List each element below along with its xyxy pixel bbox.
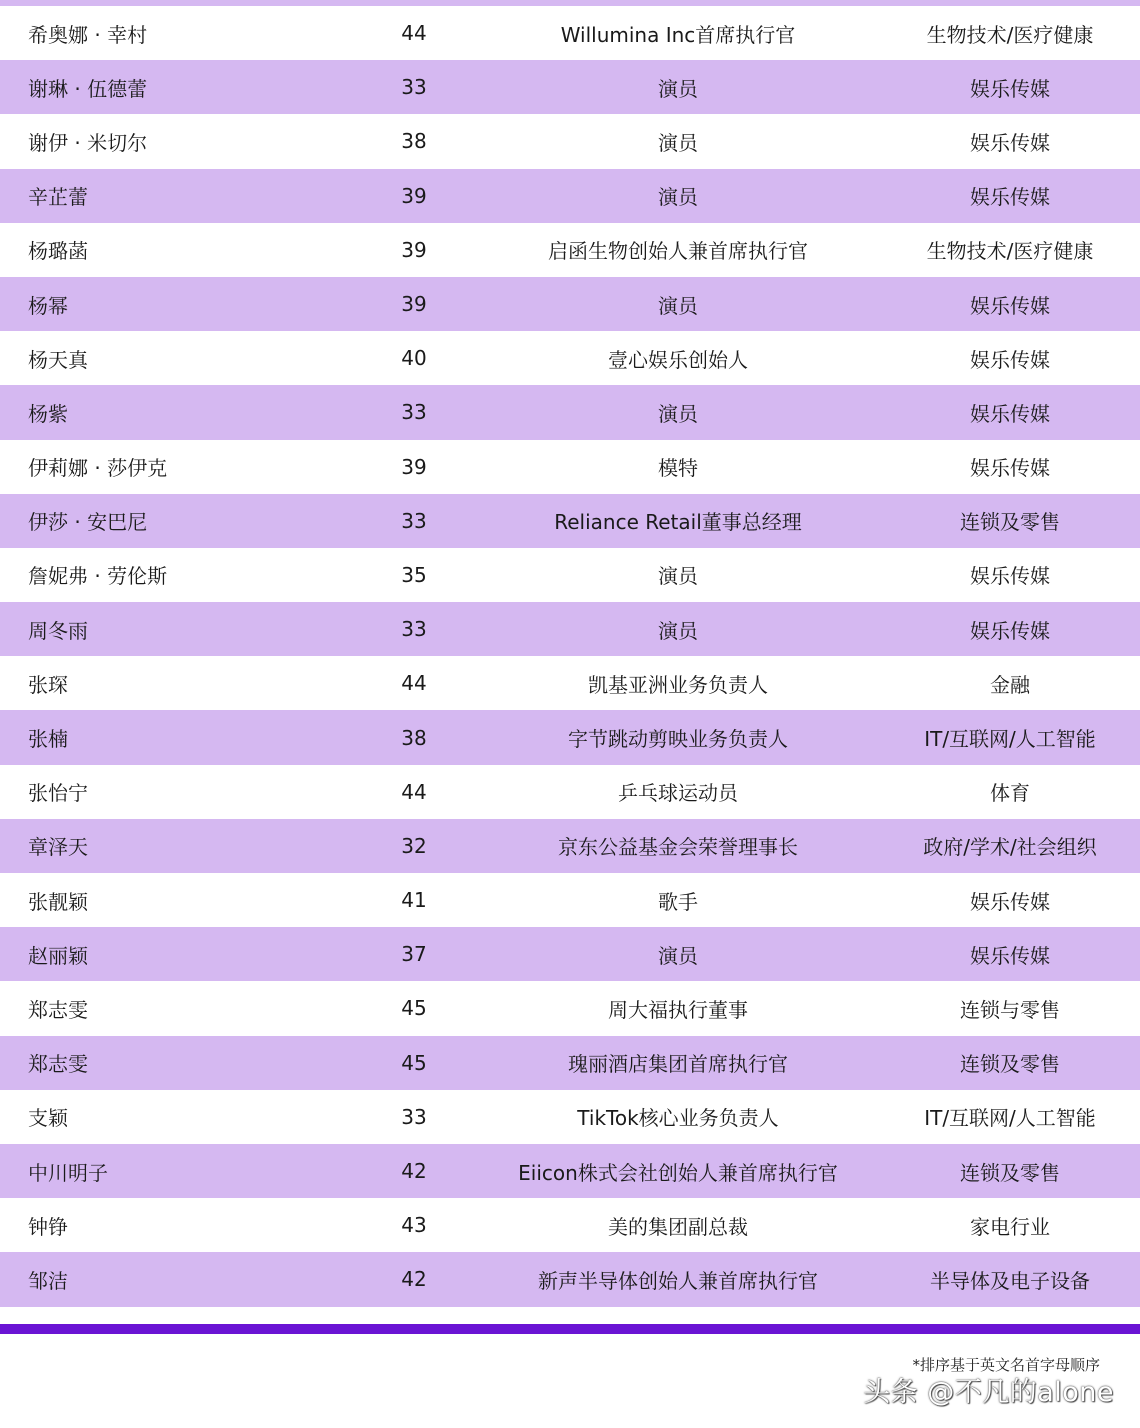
industry-cell: 娱乐传媒 bbox=[970, 564, 1050, 589]
name-cell: 邹洁 bbox=[28, 1268, 68, 1293]
title-cell: Willumina Inc首席执行官 bbox=[560, 22, 796, 47]
table-row bbox=[0, 819, 1140, 873]
table-row bbox=[0, 656, 1140, 710]
name-cell: 杨幂 bbox=[28, 293, 68, 318]
table-row bbox=[0, 602, 1140, 656]
age-cell: 32 bbox=[401, 833, 427, 858]
industry-cell: IT/互联网/人工智能 bbox=[924, 727, 1096, 752]
industry-cell: 娱乐传媒 bbox=[970, 943, 1050, 968]
name-cell: 谢琳 · 伍德蕾 bbox=[28, 76, 148, 101]
title-cell: 演员 bbox=[658, 618, 698, 643]
age-cell: 44 bbox=[401, 779, 427, 804]
industry-cell: IT/互联网/人工智能 bbox=[924, 1106, 1096, 1131]
table-row bbox=[0, 873, 1140, 927]
age-cell: 45 bbox=[401, 1050, 427, 1075]
title-cell: 新声半导体创始人兼首席执行官 bbox=[538, 1268, 818, 1293]
age-cell: 33 bbox=[401, 75, 427, 100]
name-cell: 张怡宁 bbox=[28, 781, 88, 806]
age-cell: 43 bbox=[401, 1213, 427, 1238]
title-cell: 周大福执行董事 bbox=[608, 997, 748, 1022]
title-cell: 演员 bbox=[658, 185, 698, 210]
name-cell: 张靓颖 bbox=[28, 889, 88, 914]
table-row bbox=[0, 331, 1140, 385]
title-cell: 演员 bbox=[658, 130, 698, 155]
industry-cell: 娱乐传媒 bbox=[970, 347, 1050, 372]
footnote: *排序基于英文名首字母顺序 bbox=[912, 1356, 1100, 1374]
table-row bbox=[0, 548, 1140, 602]
table-row bbox=[0, 385, 1140, 439]
title-cell: 壹心娱乐创始人 bbox=[608, 347, 748, 372]
title-cell: 凯基亚洲业务负责人 bbox=[588, 672, 768, 697]
table-row bbox=[0, 927, 1140, 981]
age-cell: 33 bbox=[401, 617, 427, 642]
title-cell: 演员 bbox=[658, 401, 698, 426]
name-cell: 张楠 bbox=[28, 727, 68, 752]
industry-cell: 娱乐传媒 bbox=[970, 293, 1050, 318]
table-row bbox=[0, 1090, 1140, 1144]
bottom-bar bbox=[0, 1324, 1140, 1334]
title-cell: Eiicon株式会社创始人兼首席执行官 bbox=[518, 1160, 838, 1185]
title-cell: 演员 bbox=[658, 76, 698, 101]
name-cell: 赵丽颖 bbox=[28, 943, 88, 968]
age-cell: 42 bbox=[401, 1267, 427, 1292]
industry-cell: 连锁及零售 bbox=[960, 1160, 1060, 1185]
table-row bbox=[0, 440, 1140, 494]
industry-cell: 生物技术/医疗健康 bbox=[926, 22, 1094, 47]
title-cell: 字节跳动剪映业务负责人 bbox=[568, 727, 788, 752]
industry-cell: 生物技术/医疗健康 bbox=[926, 239, 1094, 264]
age-cell: 33 bbox=[401, 1104, 427, 1129]
industry-cell: 娱乐传媒 bbox=[970, 889, 1050, 914]
industry-cell: 连锁及零售 bbox=[960, 1052, 1060, 1077]
name-cell: 伊莎 · 安巴尼 bbox=[28, 510, 148, 535]
name-cell: 希奥娜 · 幸村 bbox=[28, 22, 148, 47]
name-cell: 钟铮 bbox=[28, 1214, 68, 1239]
name-cell: 支颖 bbox=[28, 1106, 68, 1131]
industry-cell: 娱乐传媒 bbox=[970, 456, 1050, 481]
age-cell: 35 bbox=[401, 562, 427, 587]
title-cell: 歌手 bbox=[658, 889, 698, 914]
name-cell: 章泽天 bbox=[28, 835, 88, 860]
table-row bbox=[0, 710, 1140, 764]
age-cell: 33 bbox=[401, 508, 427, 533]
age-cell: 39 bbox=[401, 183, 427, 208]
title-cell: 模特 bbox=[658, 456, 698, 481]
age-cell: 38 bbox=[401, 129, 427, 154]
title-cell: 瑰丽酒店集团首席执行官 bbox=[568, 1052, 788, 1077]
title-cell: 演员 bbox=[658, 564, 698, 589]
name-cell: 郑志雯 bbox=[28, 997, 88, 1022]
title-cell: 演员 bbox=[658, 293, 698, 318]
table-row bbox=[0, 223, 1140, 277]
table-row bbox=[0, 1144, 1140, 1198]
age-cell: 42 bbox=[401, 1159, 427, 1184]
industry-cell: 娱乐传媒 bbox=[970, 130, 1050, 155]
table-row bbox=[0, 765, 1140, 819]
age-cell: 44 bbox=[401, 671, 427, 696]
name-cell: 詹妮弗 · 劳伦斯 bbox=[28, 564, 168, 589]
name-cell: 辛芷蕾 bbox=[28, 185, 88, 210]
table-row bbox=[0, 1036, 1140, 1090]
data-table bbox=[0, 6, 1140, 1307]
name-cell: 杨紫 bbox=[28, 401, 68, 426]
table-row bbox=[0, 494, 1140, 548]
title-cell: TikTok核心业务负责人 bbox=[577, 1106, 779, 1131]
name-cell: 杨璐菡 bbox=[28, 239, 88, 264]
age-cell: 39 bbox=[401, 292, 427, 317]
industry-cell: 家电行业 bbox=[970, 1214, 1050, 1239]
industry-cell: 娱乐传媒 bbox=[970, 185, 1050, 210]
name-cell: 杨天真 bbox=[28, 347, 88, 372]
title-cell: 乒乓球运动员 bbox=[618, 781, 738, 806]
table-row bbox=[0, 6, 1140, 60]
table-row bbox=[0, 169, 1140, 223]
title-cell: 演员 bbox=[658, 943, 698, 968]
name-cell: 郑志雯 bbox=[28, 1052, 88, 1077]
industry-cell: 娱乐传媒 bbox=[970, 618, 1050, 643]
age-cell: 38 bbox=[401, 725, 427, 750]
industry-cell: 连锁及零售 bbox=[960, 510, 1060, 535]
name-cell: 张琛 bbox=[28, 672, 68, 697]
table-row bbox=[0, 114, 1140, 168]
table-row bbox=[0, 1198, 1140, 1252]
name-cell: 伊莉娜 · 莎伊克 bbox=[28, 456, 168, 481]
table-row bbox=[0, 60, 1140, 114]
name-cell: 周冬雨 bbox=[28, 618, 88, 643]
age-cell: 45 bbox=[401, 996, 427, 1021]
age-cell: 44 bbox=[401, 21, 427, 46]
name-cell: 谢伊 · 米切尔 bbox=[28, 130, 148, 155]
age-cell: 39 bbox=[401, 237, 427, 262]
industry-cell: 政府/学术/社会组织 bbox=[923, 835, 1097, 860]
industry-cell: 体育 bbox=[990, 781, 1030, 806]
table-row bbox=[0, 277, 1140, 331]
table-row bbox=[0, 1252, 1140, 1306]
watermark: 头条 @不凡的alone bbox=[863, 1377, 1114, 1408]
age-cell: 40 bbox=[401, 346, 427, 371]
industry-cell: 娱乐传媒 bbox=[970, 76, 1050, 101]
age-cell: 37 bbox=[401, 942, 427, 967]
industry-cell: 娱乐传媒 bbox=[970, 401, 1050, 426]
industry-cell: 金融 bbox=[990, 672, 1030, 697]
age-cell: 39 bbox=[401, 454, 427, 479]
industry-cell: 半导体及电子设备 bbox=[930, 1268, 1090, 1293]
age-cell: 33 bbox=[401, 400, 427, 425]
age-cell: 41 bbox=[401, 888, 427, 913]
table-row bbox=[0, 981, 1140, 1035]
title-cell: 京东公益基金会荣誉理事长 bbox=[558, 835, 798, 860]
industry-cell: 连锁与零售 bbox=[960, 997, 1060, 1022]
title-cell: 美的集团副总裁 bbox=[608, 1214, 748, 1239]
title-cell: 启函生物创始人兼首席执行官 bbox=[548, 239, 808, 264]
title-cell: Reliance Retail董事总经理 bbox=[554, 510, 802, 535]
name-cell: 中川明子 bbox=[28, 1160, 108, 1185]
